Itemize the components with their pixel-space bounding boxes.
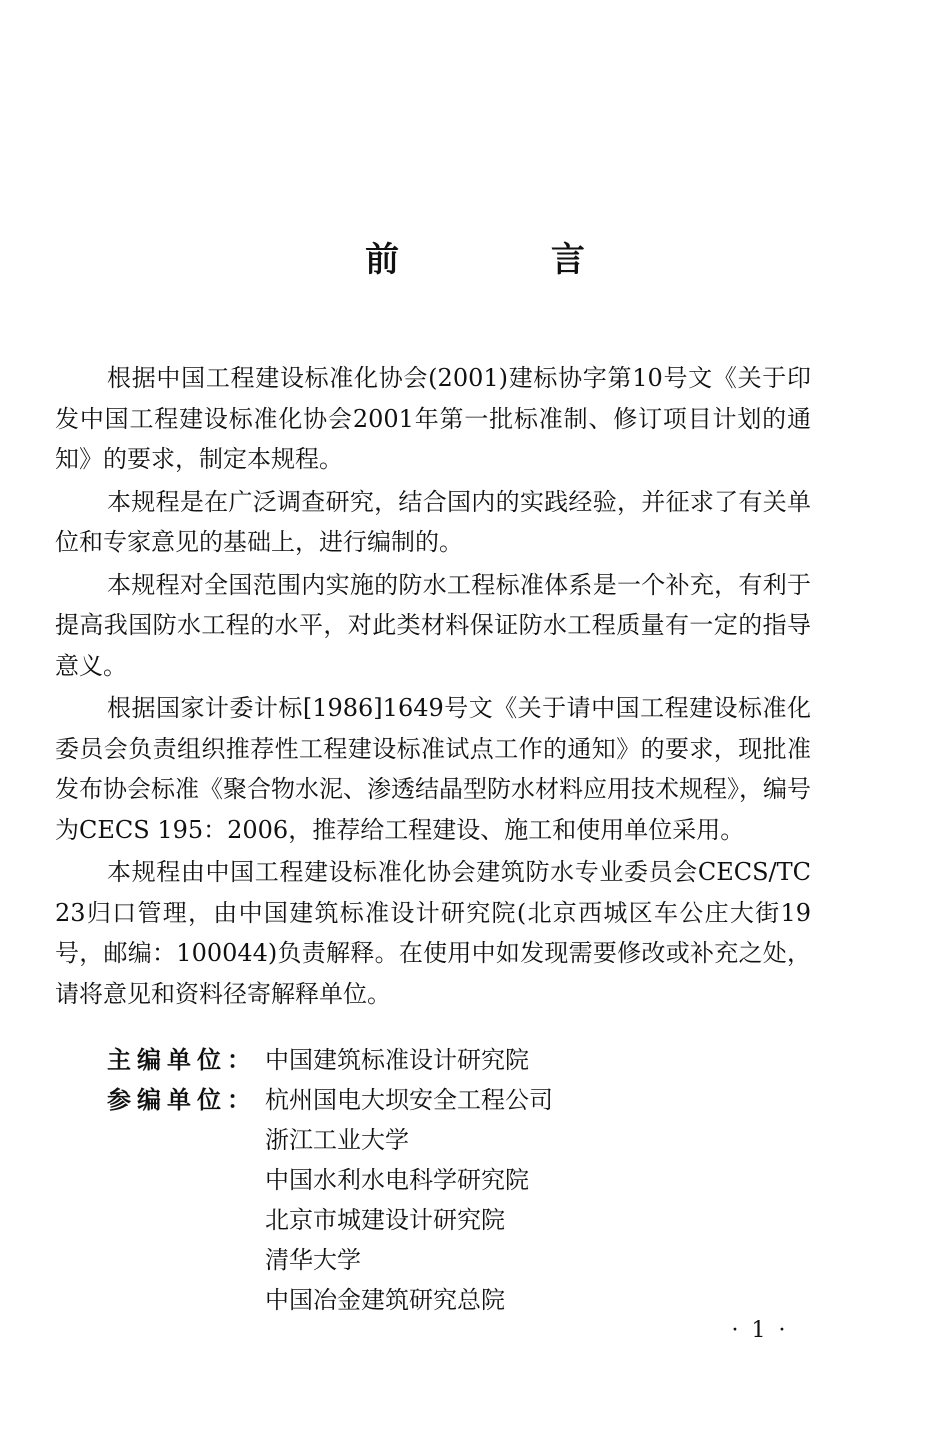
participating-unit: 浙江工业大学 [265, 1126, 409, 1154]
participating-units-label: 参编单位： [107, 1085, 257, 1114]
paragraph: 本规程由中国工程建设标准化协会建筑防水专业委员会CECS/TC 23归口管理，由中国建筑标准设计研究院(北京西城区车公庄大街19号，邮编：100044)负责解释。在使用中如发现需要修改或补充之处，请将意见和资料径寄解释单位。 [55, 858, 811, 1008]
participating-unit: 清华大学 [265, 1246, 361, 1274]
participating-unit: 中国冶金建筑研究总院 [265, 1286, 505, 1314]
page-title: 前 言 [365, 240, 655, 280]
credits-section [107, 1040, 807, 1320]
chief-unit-values [265, 1040, 529, 1080]
preface-body [55, 358, 811, 1016]
participating-unit: 杭州国电大坝安全工程公司 [265, 1086, 553, 1114]
participating-unit: 北京市城建设计研究院 [265, 1206, 505, 1234]
paragraph: 根据中国工程建设标准化协会(2001)建标协字第10号文《关于印发中国工程建设标准化协会2001年第一批标准制、修订项目计划的通知》的要求，制定本规程。 [55, 364, 811, 473]
chief-unit-name: 中国建筑标准设计研究院 [265, 1046, 529, 1074]
chief-unit-label: 主编单位： [107, 1045, 257, 1074]
participating-units-list [265, 1080, 553, 1320]
participating-units-row [107, 1080, 807, 1320]
participating-unit: 中国水利水电科学研究院 [265, 1166, 529, 1194]
paragraph: 本规程是在广泛调查研究，结合国内的实践经验，并征求了有关单位和专家意见的基础上，进行编制的。 [55, 487, 811, 556]
page-number: · 1 · [731, 1318, 789, 1343]
paragraph: 根据国家计委计标[1986]1649号文《关于请中国工程建设标准化委员会负责组织推荐性工程建设标准试点工作的通知》的要求，现批准发布协会标准《聚合物水泥、渗透结晶型防水材料应用技术规程》，编号为CECS 195：2006，推荐给工程建设、施工和使用单位采用。 [55, 694, 811, 844]
chief-unit-row [107, 1040, 807, 1080]
paragraph: 本规程对全国范围内实施的防水工程标准体系是一个补充，有利于提高我国防水工程的水平，对此类材料保证防水工程质量有一定的指导意义。 [55, 570, 811, 680]
